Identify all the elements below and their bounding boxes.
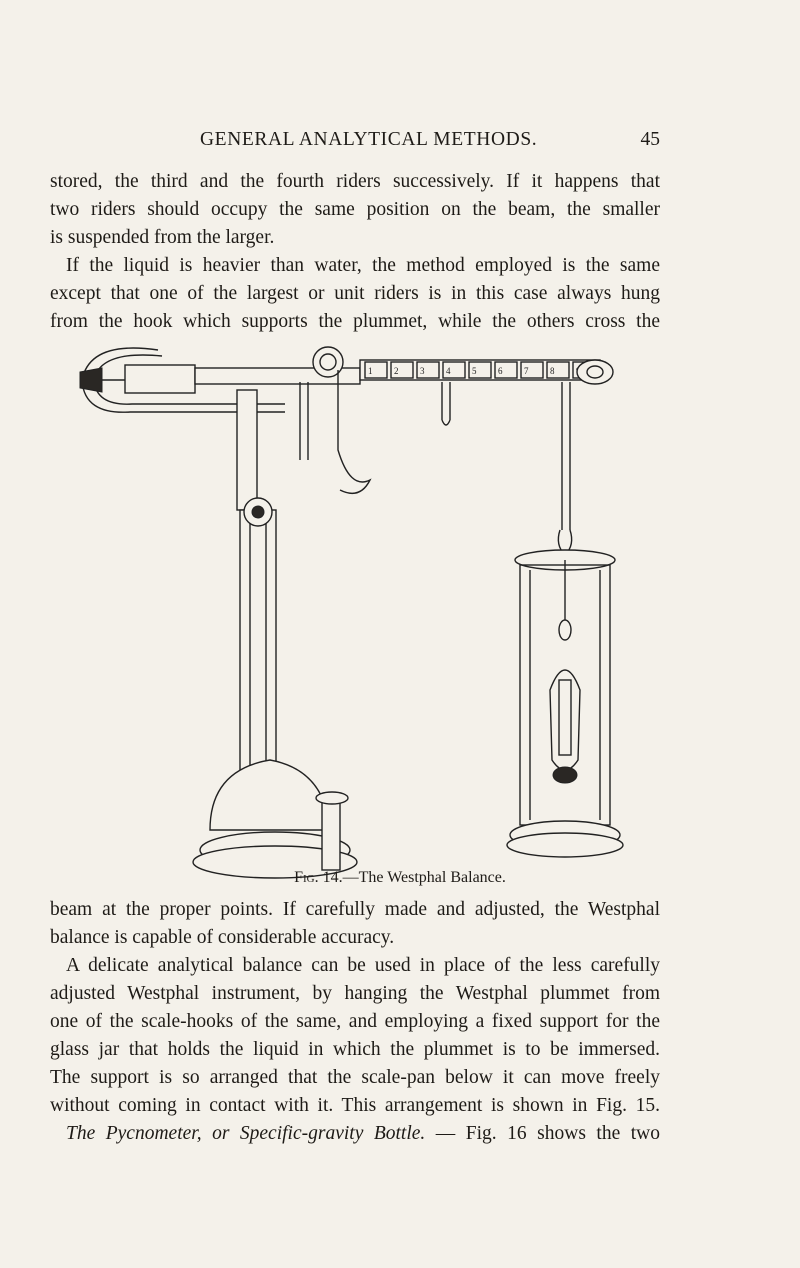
caption-text: 14.—The Westphal Balance. (318, 869, 506, 886)
beam-number: 6 (498, 366, 503, 376)
italic-subtitle: Specific-gravity Bottle. (239, 1123, 426, 1144)
text-line: balance is capable of considerable accuracy. (50, 927, 395, 948)
final-line-rest: — Fig. 16 shows the two (425, 1123, 660, 1144)
text-line: glass jar that holds the liquid in which the plummet is to be immersed. (50, 1039, 660, 1060)
text-line-final (50, 1120, 660, 1148)
westphal-balance-illustration (70, 330, 640, 890)
italic-or: or (201, 1123, 240, 1144)
beam-number: 4 (446, 366, 451, 376)
caption-prefix: Fig. (294, 869, 319, 886)
beam-number: 2 (394, 366, 399, 376)
text-line: is suspended from the larger. (50, 227, 275, 248)
beam-number: 7 (524, 366, 529, 376)
text-line: except that one of the largest or unit riders is in this case always hung (50, 283, 660, 304)
text-line: stored, the third and the fourth riders successively. If it happens that (50, 171, 660, 192)
page-header (200, 129, 660, 159)
westphal-balance-figure (70, 330, 640, 890)
text-line: one of the scale-hooks of the same, and employing a fixed support for the (50, 1011, 660, 1032)
page-number: 45 (640, 129, 660, 150)
text-line: from the hook which supports the plummet, while the others cross the (50, 311, 660, 332)
text-line: The support is so arranged that the scale-pan below it can move freely (50, 1067, 660, 1088)
text-line: If the liquid is heavier than water, the method employed is the same (66, 255, 660, 276)
beam-number: 3 (420, 366, 425, 376)
text-line: beam at the proper points. If carefully made and adjusted, the Westphal (50, 899, 660, 920)
figure-caption (0, 869, 800, 887)
running-head: GENERAL ANALYTICAL METHODS. (200, 129, 538, 150)
text-line: two riders should occupy the same position on the beam, the smaller (50, 199, 660, 220)
beam-number: 1 (368, 366, 373, 376)
beam-number: 5 (472, 366, 477, 376)
italic-title: The Pycnometer, (66, 1123, 202, 1144)
text-line: adjusted Westphal instrument, by hanging the Westphal plummet from (50, 983, 660, 1004)
text-line: without coming in contact with it. This arrangement is shown in Fig. 15. (50, 1095, 660, 1116)
beam-number: 8 (550, 366, 555, 376)
text-line: A delicate analytical balance can be used in place of the less carefully (66, 955, 660, 976)
